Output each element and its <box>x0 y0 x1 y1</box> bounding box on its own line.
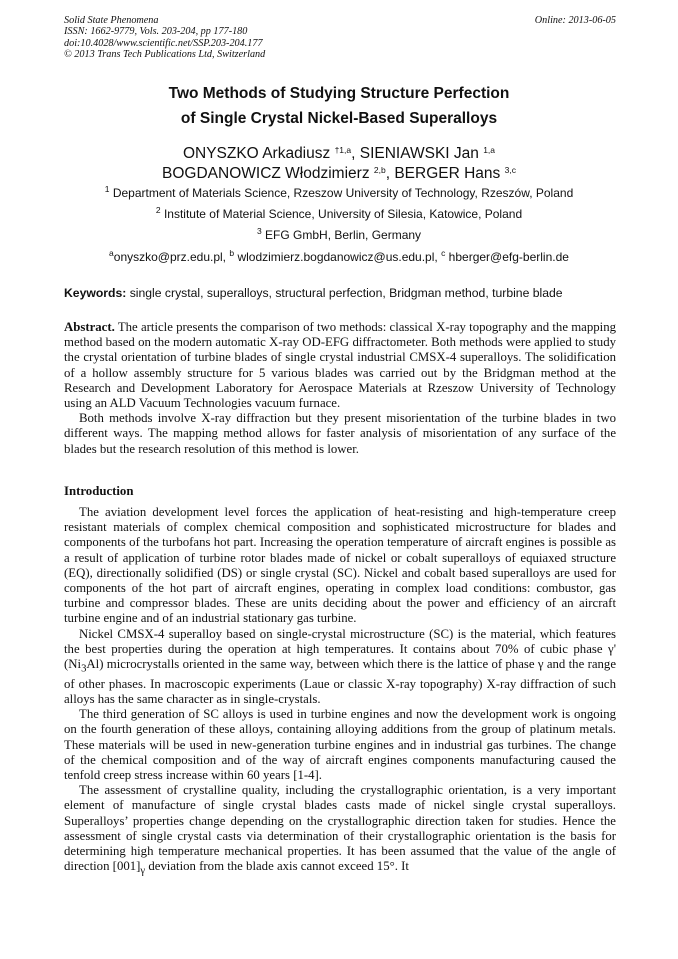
issn-line: ISSN: 1662-9779, Vols. 203-204, pp 177-180 <box>64 26 248 38</box>
affiliation-2: $^2$ Institute of Material Science, University of Silesia, Katowice, Poland <box>155 204 523 221</box>
page-header <box>64 15 616 61</box>
intro-paragraph: Nickel CMSX-4 superalloy based on single-crystal microstructure (SC) is the material, which features the best properties during the operation at high temperatures. It contains about 70% of cubic phase γ' $(Ni_3Al)$ microcrystalls oriented in the same way, between which there is the lattice of phase γ and the range of other phases. In macroscopic experiments (Laue or classic X-ray topography) X-ray diffraction of such alloys has the same character as in single-crystals. <box>64 626 616 706</box>
intro-paragraph: The third generation of SC alloys is used in turbine engines and now the development work is ongoing on the fourth generation of these alloys, containing alloying additions from the group of platinum metals. These materials will be used in new-generation turbine engines and in industrial gas turbines. The change of the chemical composition and of the way of aircraft engines components manufacturing caused the tenfold creep stress increase within 60 years [1-4]. <box>64 707 616 782</box>
online-date: Online: 2013-06-05 <box>534 15 616 26</box>
affiliation-3: $^3$ EFG GmbH, Berlin, Germany <box>256 225 422 242</box>
author-name: BERGER Hans <box>394 165 501 182</box>
abstract <box>64 320 616 457</box>
email-list: $^a$onyszko@prz.edu.pl, $^b$ wlodzimierz.bogdanowicz@us.edu.pl, $^c$ hberger@efg-berlin.de <box>109 247 569 264</box>
affiliation-1: $^1$ Department of Materials Science, Rzeszow University of Technology, Rzeszów, Poland <box>104 183 574 200</box>
keywords-label: Keywords: <box>64 286 127 300</box>
abstract-paragraph: Abstract. The article presents the comparison of two methods: classical X-ray topography and the mapping method based on the modern automatic X-ray OD-EFG diffractometer. Both methods were applied to study the crystal orientation of turbine blades of single crystal industrial CMSX-4 superalloys. The solidification of a hollow assembly structure for 5 various blades was carried out by the Bridgman method at the Research and Development Laboratory for Aerospace Materials at Rzeszow University of Technology using an ALD Vacuum Technologies vacuum furnace. <box>64 320 616 411</box>
author-list <box>0 144 678 184</box>
email-link[interactable]: onyszko@prz.edu.pl, <box>113 250 227 264</box>
section-heading-introduction: Introduction <box>64 484 134 498</box>
intro-paragraph: The aviation development level forces the application of heat-resisting and high-temperature creep resistant materials of complex chemical composition and sophisticated microstructure for blades and components of the turbofans hot part. Increasing the operation temperature of aircraft engines is possible as a result of application of turbine rotor blades made of nickel or cobalt superalloys of equiaxed structure (EQ), directionally solidified (DS) or single crystal (SC). Nickel and cobalt based superalloys are used for components of the hot part of aircraft engines, operating in complex load conditions: combustor, gas turbine and compressor blades. These are units deciding about the power and efficiency of an aircraft turbine engine and of an industrial stationary gas turbine. <box>64 505 616 626</box>
author-name: BOGDANOWICZ Włodzimierz <box>162 165 370 182</box>
title-line-1: Two Methods of Studying Structure Perfection <box>168 85 510 102</box>
author-superscript: 3,c <box>504 164 516 175</box>
email-link[interactable]: wlodzimierz.bogdanowicz@us.edu.pl, <box>237 250 438 264</box>
intro-paragraph: The assessment of crystalline quality, including the crystallographic orientation, is a very important element of manufacture of single crystal blades casts made of nickel single crystal superalloys. Superalloys’ properties change depending on the crystallographic direction taken for studies. Hence the assessment of single crystal casts via determination of their crystallographic orientation is the basis for determining high temperature mechanical properties. It has been assumed that the value of the angle of direction $[001]_\gamma$ deviation from the blade axis cannot exceed 15°. It <box>64 783 616 877</box>
author-superscript: 2,b <box>373 164 386 175</box>
title-line-2: of Single Crystal Nickel-Based Superalloys <box>180 110 498 127</box>
keywords <box>64 286 616 300</box>
author-line-1: ONYSZKO Arkadiusz $^{\dagger 1,a}$, SIENIAWSKI Jan $^{1,a}$ <box>182 144 496 162</box>
author-superscript: †1,a <box>334 144 352 155</box>
keywords-text: single crystal, superalloys, structural perfection, Bridgman method, turbine blade <box>129 286 563 300</box>
author-superscript: 1,a <box>483 144 496 155</box>
copyright-line: © 2013 Trans Tech Publications Ltd, Switzerland <box>64 49 266 61</box>
introduction-body <box>64 505 616 879</box>
doi-line: doi:10.4028/www.scientific.net/SSP.203-204.177 <box>64 37 263 49</box>
journal-name: Solid State Phenomena <box>64 15 159 26</box>
paper-title <box>0 81 678 131</box>
author-name: ONYSZKO Arkadiusz <box>182 145 331 162</box>
abstract-label: Abstract. <box>64 320 115 334</box>
email-link[interactable]: hberger@efg-berlin.de <box>448 250 569 264</box>
author-name: SIENIAWSKI Jan <box>359 145 479 162</box>
author-line-2: BOGDANOWICZ Włodzimierz $^{2,b}$, BERGER Hans $^{3,c}$ <box>162 164 516 182</box>
abstract-paragraph: Both methods involve X-ray diffraction but they present misorientation of the turbine blades in two different ways. The mapping method allows for faster analysis of misorientation of any surface of the blades but the research resolution of this method is lower. <box>64 411 616 456</box>
